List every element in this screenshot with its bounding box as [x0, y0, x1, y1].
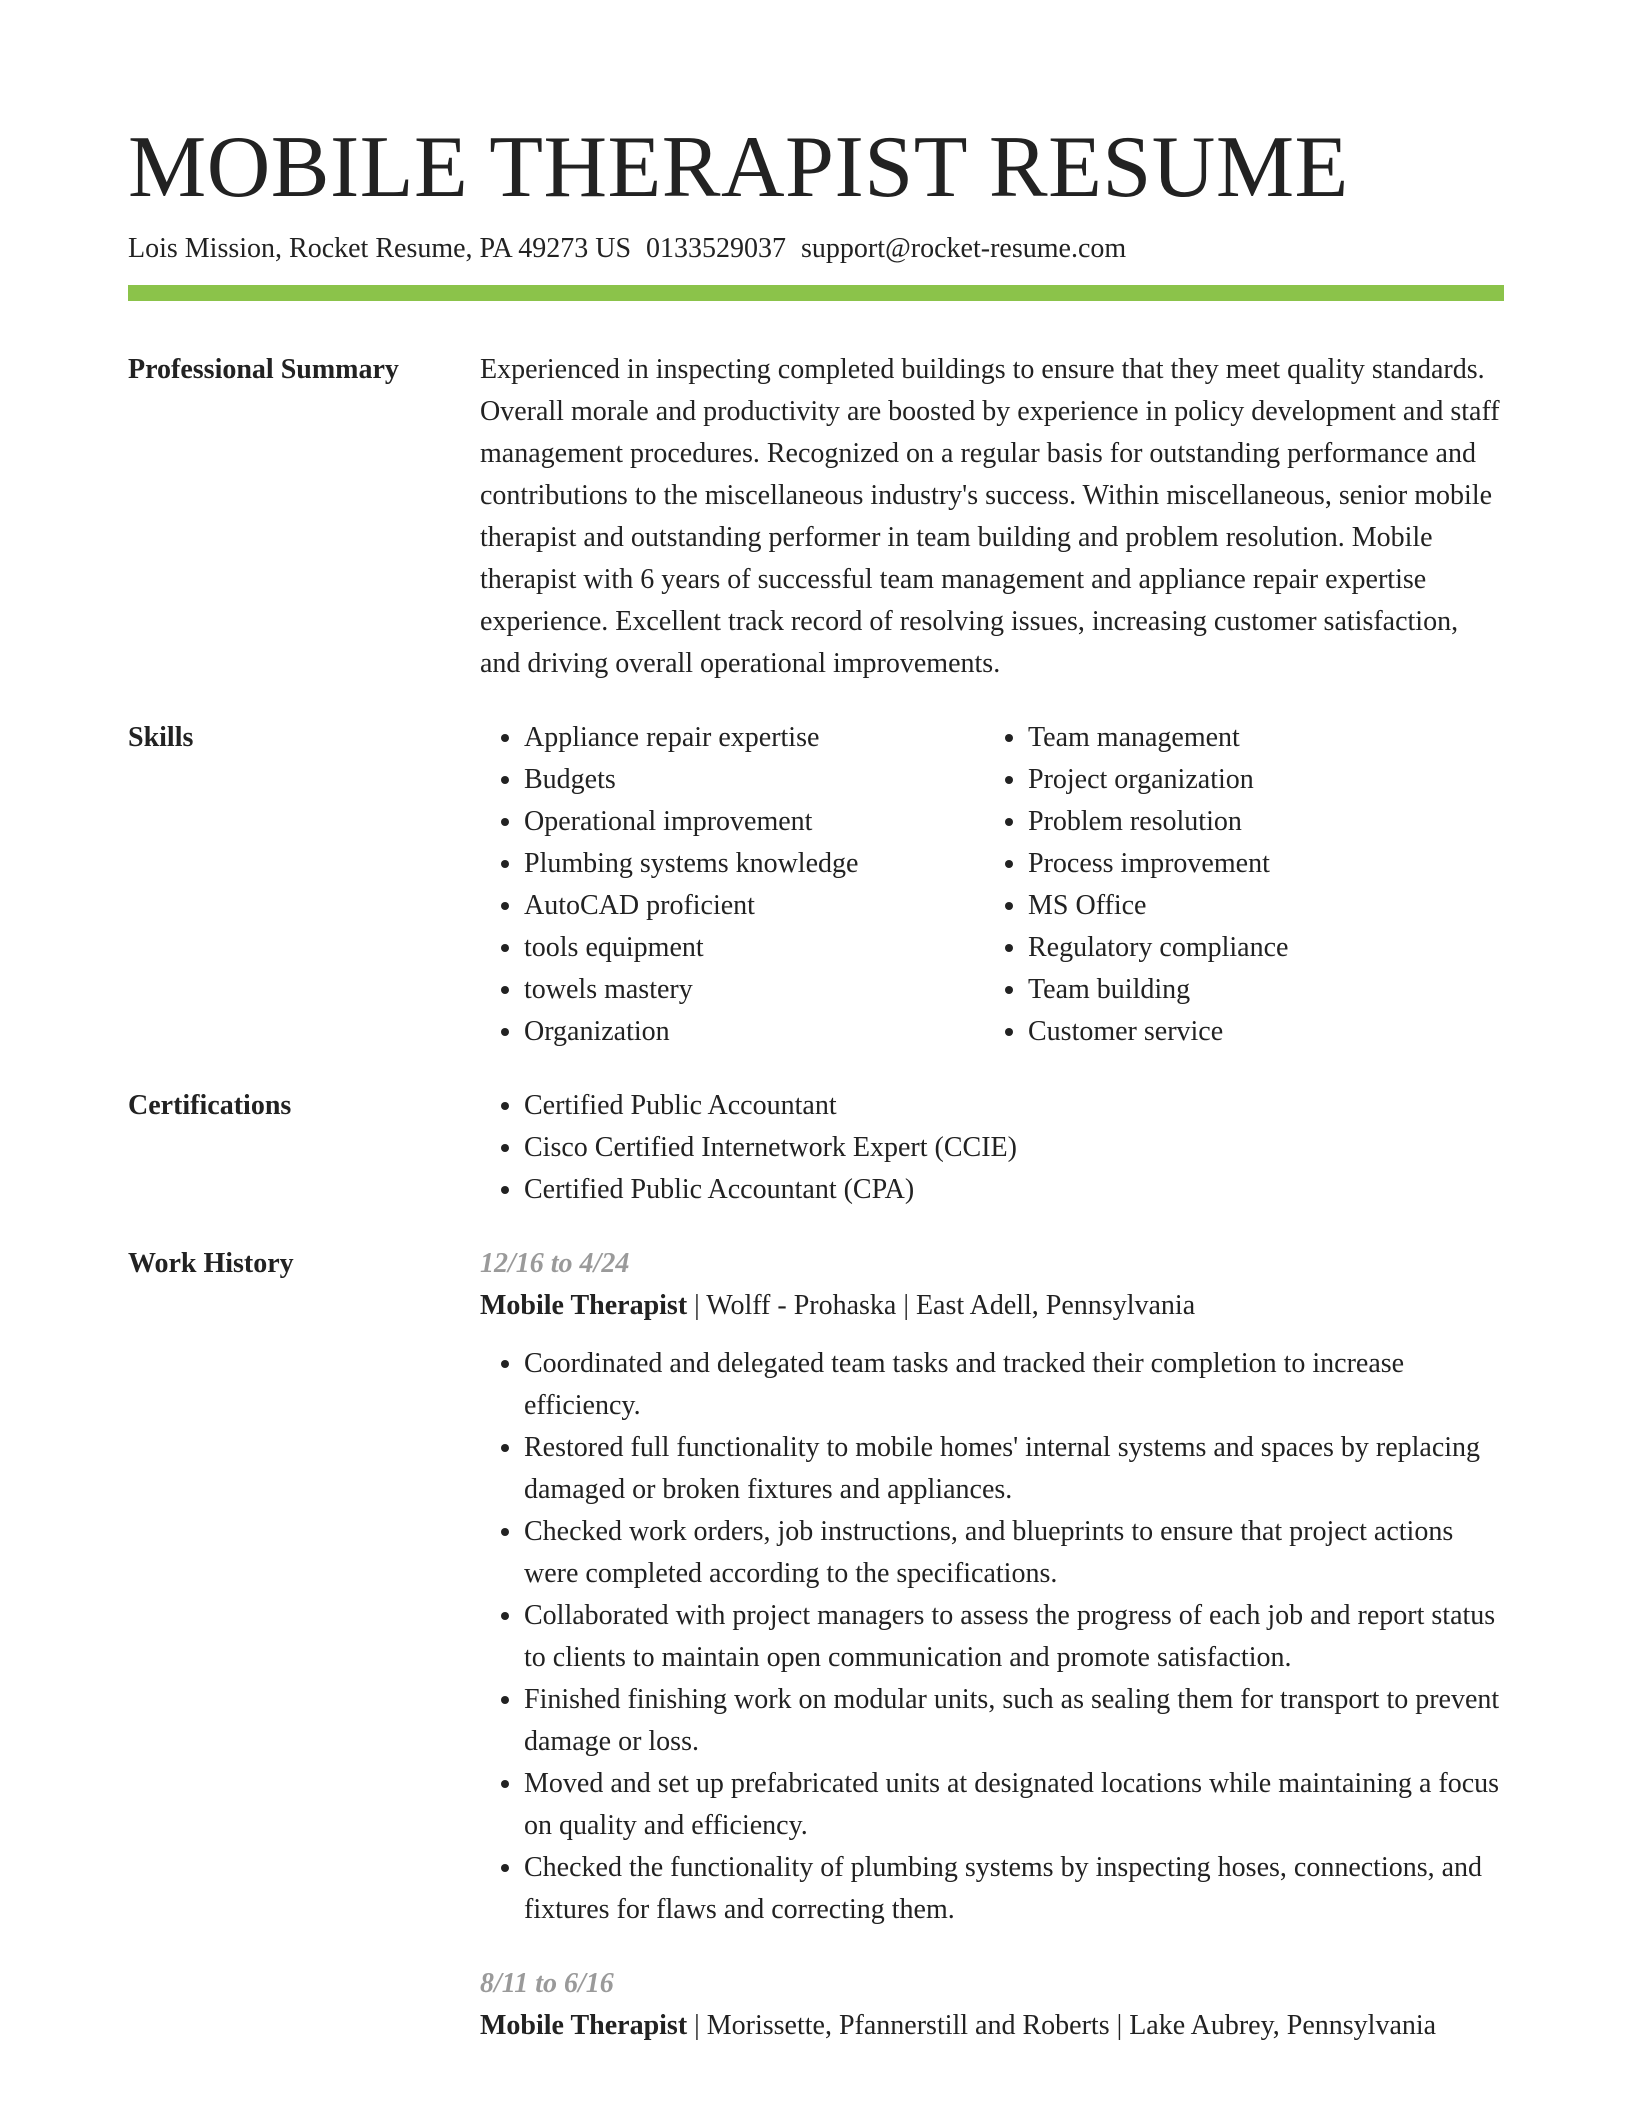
summary-body: [480, 349, 1504, 685]
skill-item: • Team management: [1028, 717, 1504, 759]
job-heading: [480, 1285, 1504, 1327]
skill-item: • Process improvement: [1028, 843, 1504, 885]
contact-email: support@rocket-resume.com: [801, 233, 1127, 264]
job-heading: [480, 2005, 1504, 2047]
skill-item: • Problem resolution: [1028, 801, 1504, 843]
job-title: Mobile Therapist: [480, 1290, 688, 1321]
summary-section: [128, 349, 1504, 685]
job-bullet: • Checked work orders, job instructions, and blueprints to ensure that project actions were completed according to the specifications.: [524, 1511, 1504, 1595]
skill-item: • Organization: [524, 1011, 984, 1053]
work-history-body: [480, 1243, 1504, 2047]
job-bullet: • Collaborated with project managers to assess the progress of each job and report status to clients to maintain open communication and promote satisfaction.: [524, 1595, 1504, 1679]
job-entry: [480, 1243, 1504, 1931]
certification-item: • Certified Public Accountant (CPA): [524, 1169, 1504, 1211]
job-dates: 12/16 to 4/24: [480, 1248, 630, 1279]
skills-list-left: [480, 717, 984, 1053]
skill-item: • AutoCAD proficient: [524, 885, 984, 927]
work-history-section: [128, 1243, 1504, 2047]
skill-item: • Budgets: [524, 759, 984, 801]
certifications-list: [480, 1085, 1504, 1211]
resume-title: MOBILE THERAPIST RESUME: [128, 119, 1349, 216]
job-bullet-list: [480, 1343, 1504, 1931]
skills-list-right: [984, 717, 1504, 1053]
skill-item: • Regulatory compliance: [1028, 927, 1504, 969]
skill-item: • tools equipment: [524, 927, 984, 969]
job-entry: [480, 1963, 1504, 2047]
certifications-section: [128, 1085, 1504, 1211]
work-history-heading: Work History: [128, 1248, 294, 1279]
certification-item: • Certified Public Accountant: [524, 1085, 1504, 1127]
skill-item: • Customer service: [1028, 1011, 1504, 1053]
skills-columns: [480, 717, 1504, 1053]
summary-heading: Professional Summary: [128, 354, 399, 385]
job-bullet: • Finished finishing work on modular units, such as sealing them for transport to prevent damage or loss.: [524, 1679, 1504, 1763]
job-title: Mobile Therapist: [480, 2010, 688, 2041]
skills-heading: Skills: [128, 722, 194, 753]
job-details: | Morissette, Pfannerstill and Roberts | Lake Aubrey, Pennsylvania: [687, 2010, 1437, 2041]
skill-item: • Plumbing systems knowledge: [524, 843, 984, 885]
summary-text: Experienced in inspecting completed buildings to ensure that they meet quality standards. Overall morale and productivity are boosted by experience in policy development and staff management procedures. Recognized on a regular basis for outstanding performance and contributions to the miscellaneous industry's success. Within miscellaneous, senior mobile therapist and outstanding performer in team building and problem resolution. Mobile therapist with 6 years of successful team management and appliance repair expertise experience. Excellent track record of resolving issues, increasing customer satisfaction, and driving overall operational improvements.: [480, 354, 1500, 679]
certifications-body: [480, 1085, 1504, 1211]
skill-item: • Project organization: [1028, 759, 1504, 801]
skill-item: • Team building: [1028, 969, 1504, 1011]
job-bullet: • Checked the functionality of plumbing systems by inspecting hoses, connections, and fixtures for flaws and correcting them.: [524, 1847, 1504, 1931]
contact-address: Lois Mission, Rocket Resume, PA 49273 US: [128, 233, 632, 264]
header-divider: [128, 285, 1504, 301]
skill-item: • towels mastery: [524, 969, 984, 1011]
certification-item: • Cisco Certified Internetwork Expert (CCIE): [524, 1127, 1504, 1169]
skill-item: • Appliance repair expertise: [524, 717, 984, 759]
job-dates: 8/11 to 6/16: [480, 1968, 614, 1999]
job-bullet: • Restored full functionality to mobile homes' internal systems and spaces by replacing damaged or broken fixtures and appliances.: [524, 1427, 1504, 1511]
contact-phone: 0133529037: [646, 233, 787, 264]
certifications-heading: Certifications: [128, 1090, 292, 1121]
skills-section: [128, 717, 1504, 1053]
job-bullet: • Coordinated and delegated team tasks and tracked their completion to increase efficiency.: [524, 1343, 1504, 1427]
job-details: | Wolff - Prohaska | East Adell, Pennsylvania: [687, 1290, 1196, 1321]
skill-item: • MS Office: [1028, 885, 1504, 927]
contact-line: [128, 231, 1126, 267]
job-bullet: • Moved and set up prefabricated units at designated locations while maintaining a focus on quality and efficiency.: [524, 1763, 1504, 1847]
resume-sections: [128, 349, 1504, 2047]
skill-item: • Operational improvement: [524, 801, 984, 843]
